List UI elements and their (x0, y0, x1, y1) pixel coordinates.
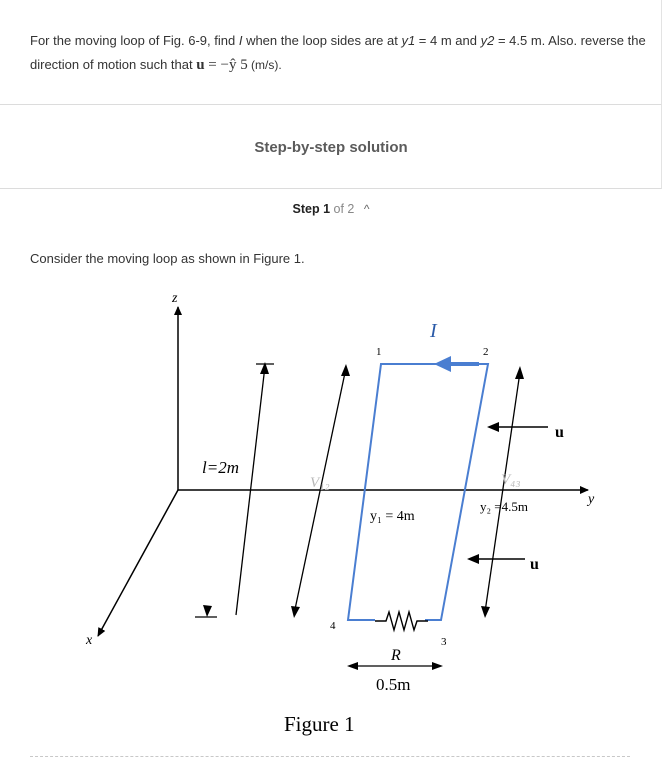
u-bottom-label: u (530, 556, 539, 573)
divider (30, 756, 630, 757)
v12-line (294, 368, 346, 614)
axis-x-label: x (86, 633, 93, 648)
step-body-text: Consider the moving loop as shown in Figure 1. (30, 251, 305, 266)
x-axis (98, 490, 178, 636)
v43-line (485, 372, 520, 612)
step-number: 1 (323, 202, 331, 216)
velocity-vector: u (196, 57, 205, 73)
axis-z-label: z (172, 291, 178, 306)
y2-position-label: y₂ =4.5m (480, 499, 528, 514)
u-top-label: u (555, 424, 564, 441)
step-word: Step (292, 202, 320, 216)
corner-3: 3 (441, 636, 447, 648)
corner-1: 1 (376, 346, 382, 358)
length-label: l=2m (202, 458, 239, 477)
v12-label: V₁₂ (310, 475, 330, 491)
v43-label: V₄₃ (501, 472, 521, 488)
solution-title: Step-by-step solution (254, 139, 408, 156)
y1-position-label: y₁ = 4m (370, 509, 415, 524)
collapse-chevron-icon[interactable]: ^ (363, 202, 370, 216)
velocity-expression: = −ŷ 5 (204, 57, 248, 73)
width-label: 0.5m (376, 675, 411, 694)
resistor-label: R (391, 647, 401, 664)
question-text: For the moving loop of Fig. 6-9, find I when the loop sides are at y1 = 4 m and y2 = 4.5 m. Also. reverse the direction of motion such that u = −ŷ 5 (m/s). (30, 33, 646, 73)
corner-2: 2 (483, 346, 489, 358)
solution-header (0, 105, 662, 189)
question-panel (0, 0, 662, 105)
figure-caption: Figure 1 (284, 712, 355, 736)
axis-y-label: y (588, 492, 595, 507)
corner-4: 4 (330, 620, 336, 632)
current-label: I (430, 320, 437, 342)
figure-moving-loop (0, 280, 664, 740)
moving-loop (348, 364, 488, 620)
step-indicator[interactable] (0, 202, 662, 216)
step-total: of 2 (333, 202, 355, 216)
